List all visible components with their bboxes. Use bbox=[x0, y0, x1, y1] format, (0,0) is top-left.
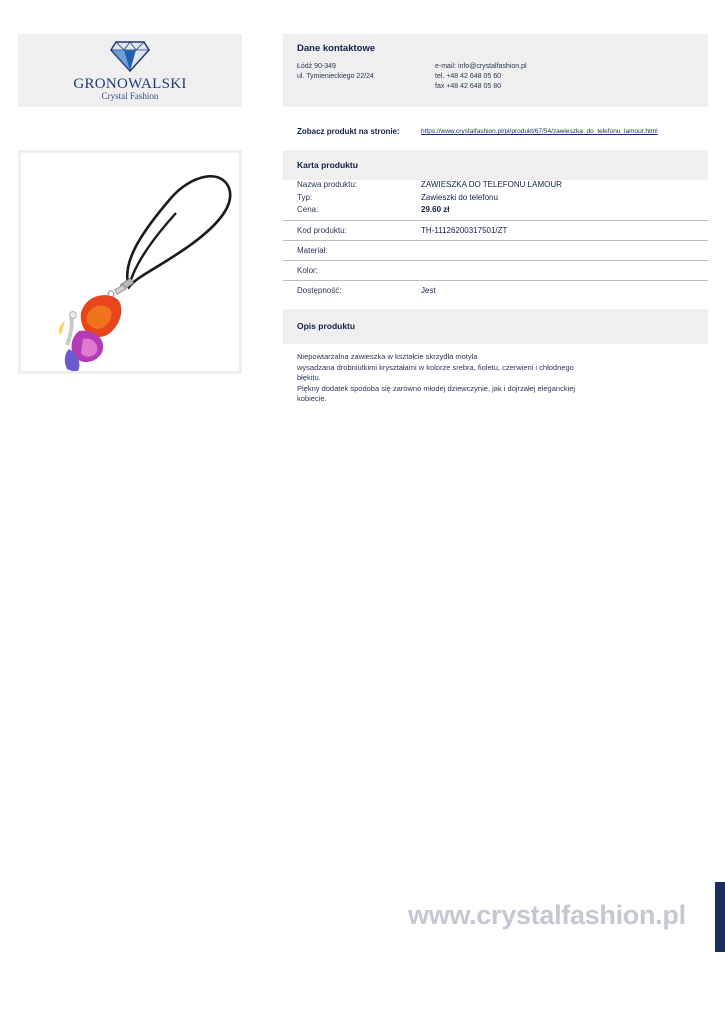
contact-email[interactable]: e-mail: info@crystalfashion.pl bbox=[435, 63, 527, 70]
description-line: Niepowtarzalna zawieszka w kształcie skrzydła motyla bbox=[297, 352, 478, 361]
label-name: Nazwa produktu: bbox=[297, 180, 358, 189]
description-header bbox=[283, 309, 708, 344]
divider bbox=[283, 240, 708, 241]
label-code: Kod produktu: bbox=[297, 226, 347, 235]
contact-fax: fax +48 42 648 05 80 bbox=[435, 83, 501, 90]
divider bbox=[283, 280, 708, 281]
description-title: Opis produktu bbox=[297, 321, 356, 331]
diamond-logo-icon bbox=[110, 40, 150, 72]
footer-accent-bar bbox=[715, 882, 725, 952]
product-photo-frame bbox=[18, 150, 242, 374]
label-material: Materiał: bbox=[297, 246, 328, 255]
description-line: wysadzana drobniutkimi kryształami w kolorze srebra, fioletu, czerwieni i chłodnego bbox=[297, 362, 574, 372]
product-link[interactable]: https://www.crystalfashion.pl/pl/produkt/67/54/zawieszka_do_telefonu_lamour.html bbox=[421, 128, 658, 135]
label-type: Typ: bbox=[297, 193, 313, 202]
product-link-label: Zobacz produkt na stronie: bbox=[297, 127, 400, 136]
label-availability: Dostępność: bbox=[297, 286, 342, 295]
brand-tagline: Crystal Fashion bbox=[101, 91, 159, 101]
value-type: Zawieszki do telefonu bbox=[421, 193, 498, 202]
phone-charm-image bbox=[21, 153, 239, 371]
card-title: Karta produktu bbox=[297, 160, 358, 170]
contact-title: Dane kontaktowe bbox=[297, 43, 376, 54]
value-code: TH-11126200317501/ZT bbox=[421, 226, 508, 235]
logo-panel bbox=[18, 34, 242, 107]
divider bbox=[283, 260, 708, 261]
address-line-2: ul. Tymienieckiego 22/24 bbox=[297, 73, 374, 80]
label-color: Kolor: bbox=[297, 266, 318, 275]
value-name: ZAWIESZKA DO TELEFONU LAMOUR bbox=[421, 180, 562, 189]
footer-website: www.crystalfashion.pl bbox=[408, 900, 686, 930]
contact-tel: tel. +48 42 648 05 60 bbox=[435, 73, 501, 80]
description-line: błękitu. bbox=[297, 373, 321, 382]
description-line: kobiecie. bbox=[297, 394, 327, 403]
divider bbox=[283, 220, 708, 221]
description-text bbox=[297, 352, 627, 405]
address-line-1: Łódź 90-349 bbox=[297, 63, 336, 70]
value-price: 29.60 zł bbox=[421, 205, 450, 214]
brand-name: GRONOWALSKI bbox=[73, 76, 187, 92]
contact-panel bbox=[283, 34, 708, 107]
product-photo bbox=[21, 153, 239, 371]
label-price: Cena: bbox=[297, 205, 319, 214]
value-availability: Jest bbox=[421, 286, 436, 295]
card-header bbox=[283, 150, 708, 180]
description-line: Piękny dodatek spodoba się zarówno młodej dziewczynie, jak i dojrzałej eleganckiej bbox=[297, 383, 576, 393]
